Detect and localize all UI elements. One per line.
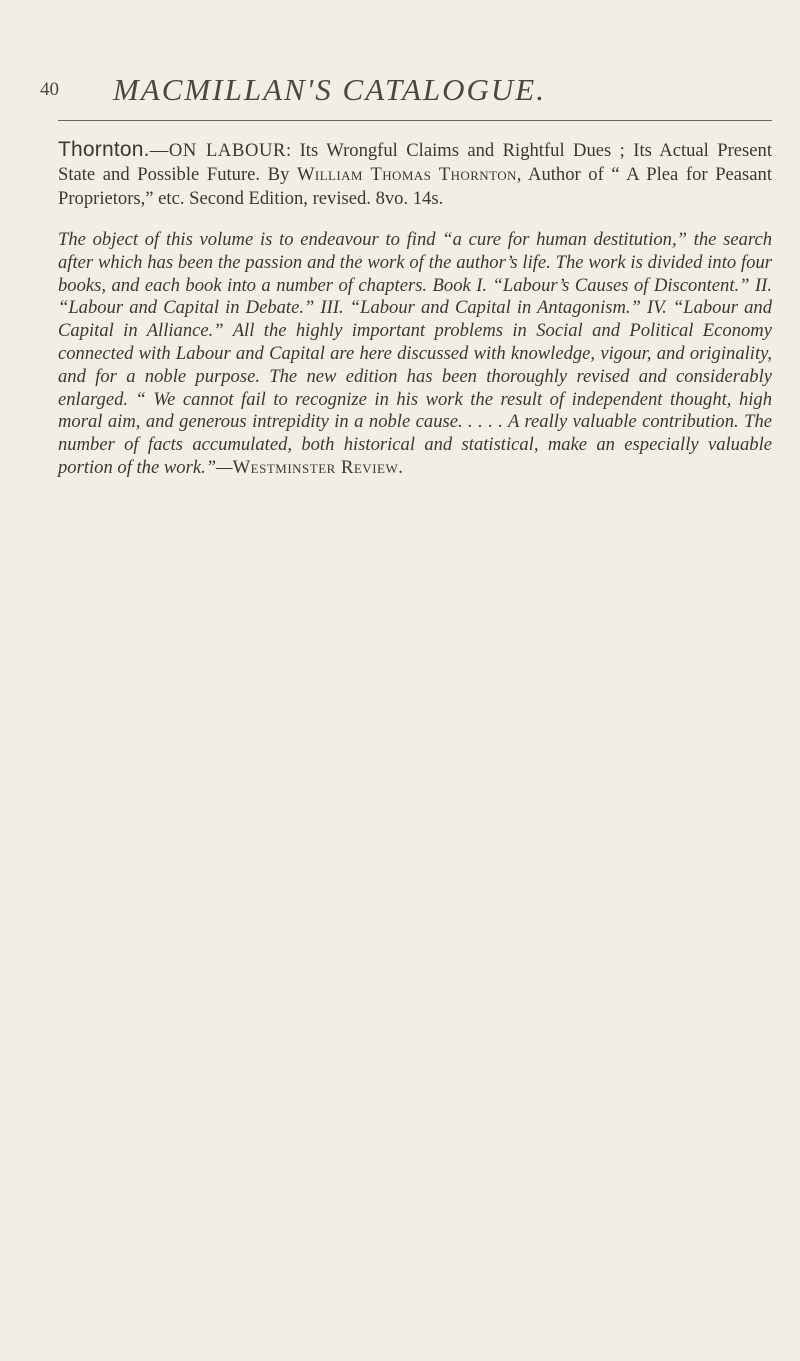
entry-description [58,229,772,480]
entry-description-text: The object of this volume is to endeavour to find “a cure for human destitution,” the search after which has been the passion and the work of the author’s life. The work is divided into four books, and each book into a number of chapters. Book I. “Labour’s Causes of Discontent.” II. “Labour and Capital in Debate.” III. “Labour and Capital in Antagonism.” IV. “Labour and Capital in Alliance.” All the highly important problems in Social and Political Economy connected with Labour and Capital are here discussed with knowledge, vigour, and originality, and for a noble purpose. The new edition has been thoroughly revised and considerably enlarged. “ We cannot fail to recognize in his work the result of independent thought, high moral aim, and generous intrepidity in a noble cause. . . . . A really valuable contribution. The number of facts accumulated, both historical and statistical, make an especially valuable portion of the work.”— [58,229,772,478]
entry-details: , Author of “ A Plea for Peasant Proprietors,” etc. Second Edition, revised. 8vo. 14s. [58,164,772,209]
review-source: Westminster Review. [232,456,404,478]
entry-title-lead: —ON LABOUR [149,140,287,161]
entry-heading [58,138,772,211]
catalogue-entry [58,138,772,480]
entry-author: Thornton. [58,138,150,161]
running-head: MACMILLAN'S CATALOGUE. [113,72,546,107]
page-number: 40 [40,79,59,100]
entry-author-full: William Thomas Thornton [296,164,517,185]
entry-title-rest: : Its Wrongful Claims and Rightful Dues ; Its Actual Present State and Possible Future. By [58,140,772,185]
header-rule [58,120,772,121]
